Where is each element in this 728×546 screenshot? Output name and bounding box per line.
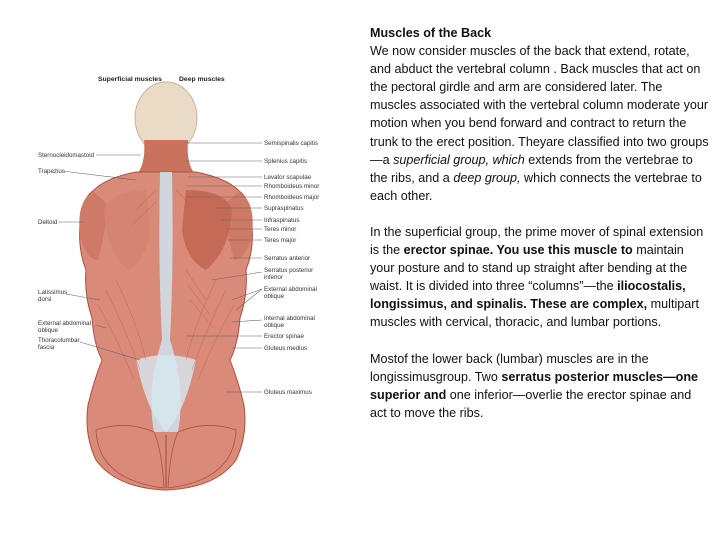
gluteus-left (96, 425, 164, 488)
text-column (370, 24, 710, 422)
label-rhomboideus-minor: Rhomboideus minor (264, 183, 320, 190)
label-gluteus-medius: Gluteus medius (264, 345, 307, 352)
header-superficial: Superficial muscles (98, 76, 162, 83)
label-supraspinatus: Supraspinatus (264, 205, 304, 212)
paragraph-2: In the superficial group, the prime mover of spinal extension is the erector spinae. You use this muscle to maintain your posture and to stand up straight after bending at the waist. It is divided into three “columns”—the iliocostalis, longissimus, and spinalis. These are complex, multipart muscles with cervical, thoracic, and lumbar portions. (370, 224, 704, 330)
label-deltoid: Deltoid (38, 219, 58, 226)
paragraph-1: We now consider muscles of the back that extend, rotate, and abduct the vertebral column . Back muscles that act on the pectoral girdle and arm are considered later. The muscles associated with the vertebral column moderate your motion when you bend forward and contract to return the trunk to the erect position. Theyare classified into two groups—a superficial group, which extends from the vertebrae to the ribs, and a deep group, which connects the vertebrae to each other. (370, 44, 709, 203)
label-teres-minor: Teres minor (264, 226, 297, 233)
label-latissimus: Latissimus (38, 289, 68, 296)
label-oblique-right-1: oblique (264, 293, 284, 300)
label-oblique-right-2: oblique (264, 322, 284, 329)
header-deep: Deep muscles (179, 76, 225, 83)
paragraph-3: Mostof the lower back (lumbar) muscles are in the longissimusgroup. Two serratus posterior muscles—one superior and one inferior—overlie the erector spinae and act to move the ribs. (370, 351, 699, 420)
title: Muscles of the Back (370, 26, 492, 40)
label-external-oblique-left: External abdominal (38, 320, 91, 327)
label-oblique-left: oblique (38, 327, 58, 334)
label-external-oblique-right: External abdominal (264, 286, 317, 293)
label-thoracolumbar: Thoracolumbar (38, 337, 80, 344)
back-muscles-figure (36, 60, 356, 520)
label-erector-spinae: Erector spinae (264, 333, 304, 340)
label-serratus-posterior: Serratus posterior (264, 267, 314, 274)
label-internal-oblique: Internal abdominal (264, 315, 315, 322)
gluteus-right (168, 425, 236, 488)
label-splenius-capitis: Splenius capitis (264, 158, 307, 165)
label-serratus-anterior: Serratus anterior (264, 255, 311, 262)
label-infraspinatus: Infraspinatus (264, 217, 300, 224)
label-teres-major: Teres major (264, 237, 297, 244)
neck (136, 140, 196, 175)
label-sternocleidomastoid: Sternocleidomastoid (38, 152, 95, 159)
label-fascia: fascia (38, 344, 55, 351)
label-inferior: inferior (264, 274, 283, 281)
label-trapezius: Trapezius (38, 168, 65, 175)
label-rhomboideus-major: Rhomboideus major (264, 194, 320, 201)
label-levator-scapulae: Levator scapulae (264, 174, 312, 181)
label-gluteus-maximus: Gluteus maximus (264, 389, 312, 396)
label-dorsi: dorsi (38, 296, 52, 303)
label-semispinalis-capitis: Semispinalis capitis (264, 140, 318, 147)
